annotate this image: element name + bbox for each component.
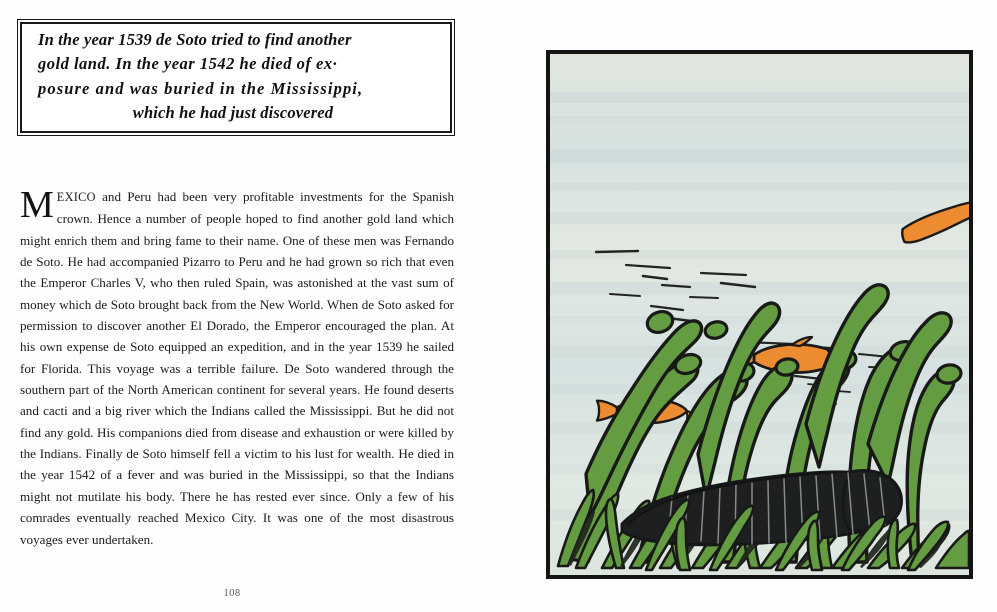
illustration <box>546 50 973 579</box>
caption-line-4: which he had just discovered <box>132 103 334 122</box>
drop-cap: M <box>20 184 54 226</box>
caption-line-2: gold land. In the year 1542 he died of ex· <box>38 54 338 73</box>
caption-inner <box>22 24 450 132</box>
caption-line-3: posure and was buried in the Mississippi, <box>38 78 364 98</box>
page-number: 108 <box>223 588 241 599</box>
body-paragraph <box>20 186 454 550</box>
opening-smallcaps: EXICO <box>56 190 96 204</box>
paper-grain-overlay <box>550 54 969 575</box>
body-text <box>20 186 454 550</box>
body-paragraph-text: and Peru had been very profitable investments for the Spanish crown. Hence a number of people hoped to find another gold land which might enrich them and bring fame to their name. One of these men was Fernando de Soto. He had accompanied Pizarro to Peru and he had grown so rich that even the Emperor Charles V, who then ruled Spain, was astonished at the vast sum of money which de Soto brought back from the New World. When de Soto asked for permission to discover another El Dorado, the Emperor encouraged the plan. At his own expense de Soto equipped an expedition, and in the year 1539 he sailed for Florida. This voyage was a terrible failure. De Soto wandered through the southern part of the North American continent for several years. He found deserts and cacti and a big river which the Indians called the Mississippi. But he did not find any gold. His companions died from disease and exhaustion or were killed by the Indians. Finally de Soto himself fell a victim to his lust for wealth. He died in the year 1542 of a fever and was buried in the Mississippi, so that the Indians might not mutilate his body. There he has rested ever since. Only a few of his comrades eventually reached Mexico City. It was one of the most disastrous voyages ever undertaken. <box>20 189 454 547</box>
caption-line-1: In the year 1539 de Soto tried to find another <box>38 29 352 49</box>
illustration-frame <box>546 50 973 579</box>
caption-box <box>20 22 452 133</box>
illustration-canvas <box>550 54 969 575</box>
